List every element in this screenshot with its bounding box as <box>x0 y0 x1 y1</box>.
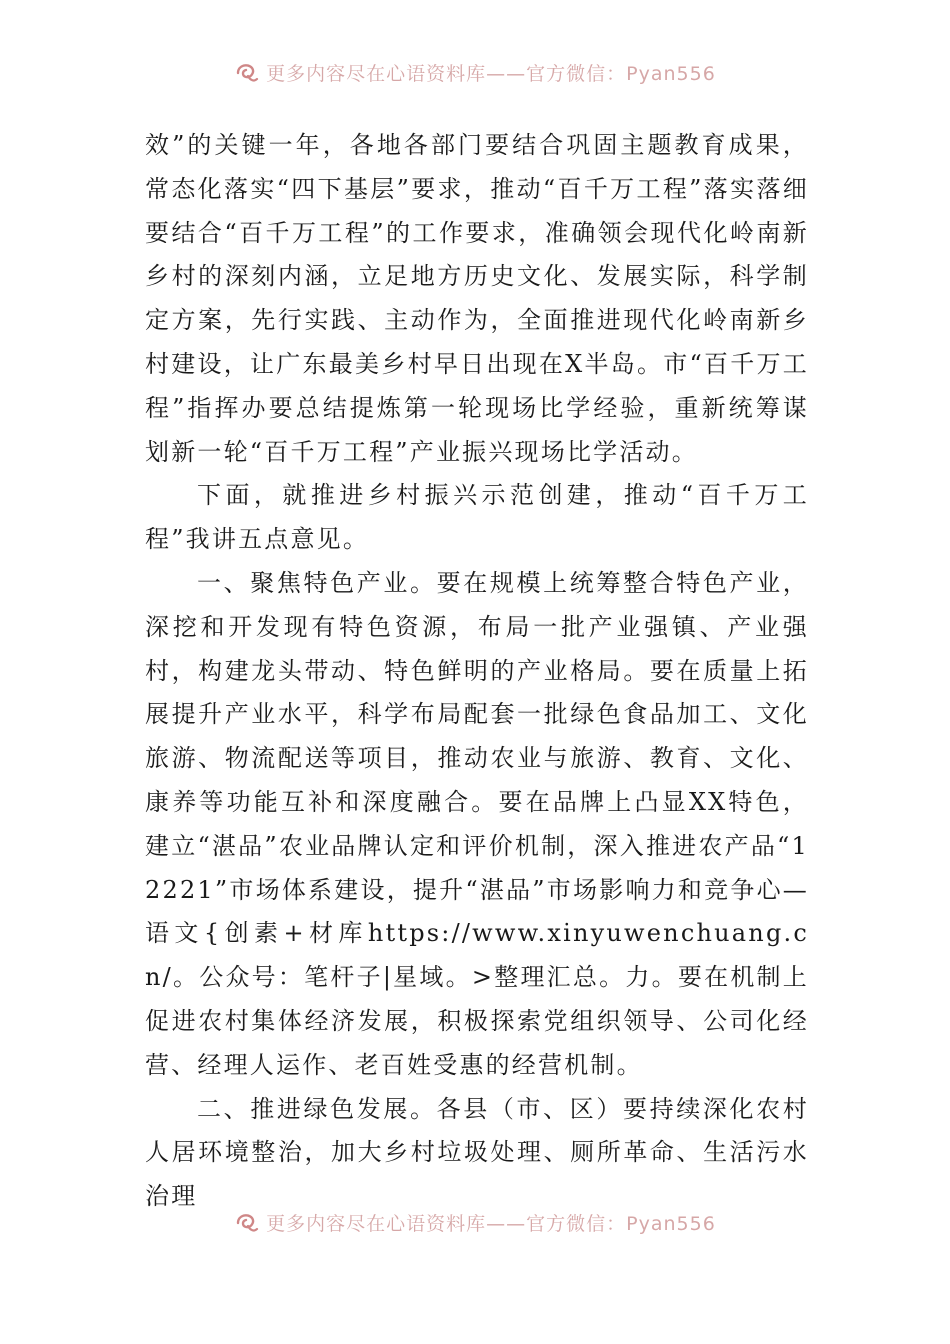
paragraph-4: 二、推进绿色发展。各县（市、区）要持续深化农村人居环境整治，加大乡村垃圾处理、厕所革命、生活污水治理 <box>145 1094 809 1211</box>
watermark-text: 更多内容尽在心语资料库——官方微信：Pyan556 <box>266 62 716 85</box>
watermark-header <box>0 57 950 87</box>
paragraph-1: 效”的关键一年，各地各部门要结合巩固主题教育成果，常态化落实“四下基层”要求，推动“百千万工程”落实落细要结合“百千万工程”的工作要求，准确领会现代化岭南新乡村的深刻内涵，立足地方历史文化、发展实际，科学制定方案，先行实践、主动作为，全面推进现代化岭南新乡村建设，让广东最美乡村早日出现在X半岛。市“百千万工程”指挥办要总结提炼第一轮现场比学经验，重新统筹谋划新一轮“百千万工程”产业振兴现场比学活动。 <box>145 131 809 466</box>
watermark-logo-icon <box>234 59 260 85</box>
watermark-text: 更多内容尽在心语资料库——官方微信：Pyan556 <box>266 1212 716 1235</box>
paragraph-3: 一、聚焦特色产业。要在规模上统筹整合特色产业，深挖和开发现有特色资源，布局一批产业强镇、产业强村，构建龙头带动、特色鲜明的产业格局。要在质量上拓展提升产业水平，科学布局配套一批绿色食品加工、文化旅游、物流配送等项目，推动农业与旅游、教育、文化、康养等功能互补和深度融合。要在品牌上凸显XX特色，建立“湛品”农业品牌认定和评价机制，深入推进农产品“12221”市场体系建设，提升“湛品”市场影响力和竞争心—语文{创素+材库https://www.xinyuwenchuang.cn/。公众号：笔杆子|星域。>整理汇总。力。要在机制上促进农村集体经济发展，积极探索党组织领导、公司化经营、经理人运作、老百姓受惠的经营机制。 <box>145 568 809 1079</box>
watermark-footer <box>0 1207 950 1237</box>
document-body <box>145 124 809 1219</box>
watermark-logo-icon <box>234 1209 260 1235</box>
paragraph-2: 下面，就推进乡村振兴示范创建，推动“百千万工程”我讲五点意见。 <box>145 481 809 554</box>
